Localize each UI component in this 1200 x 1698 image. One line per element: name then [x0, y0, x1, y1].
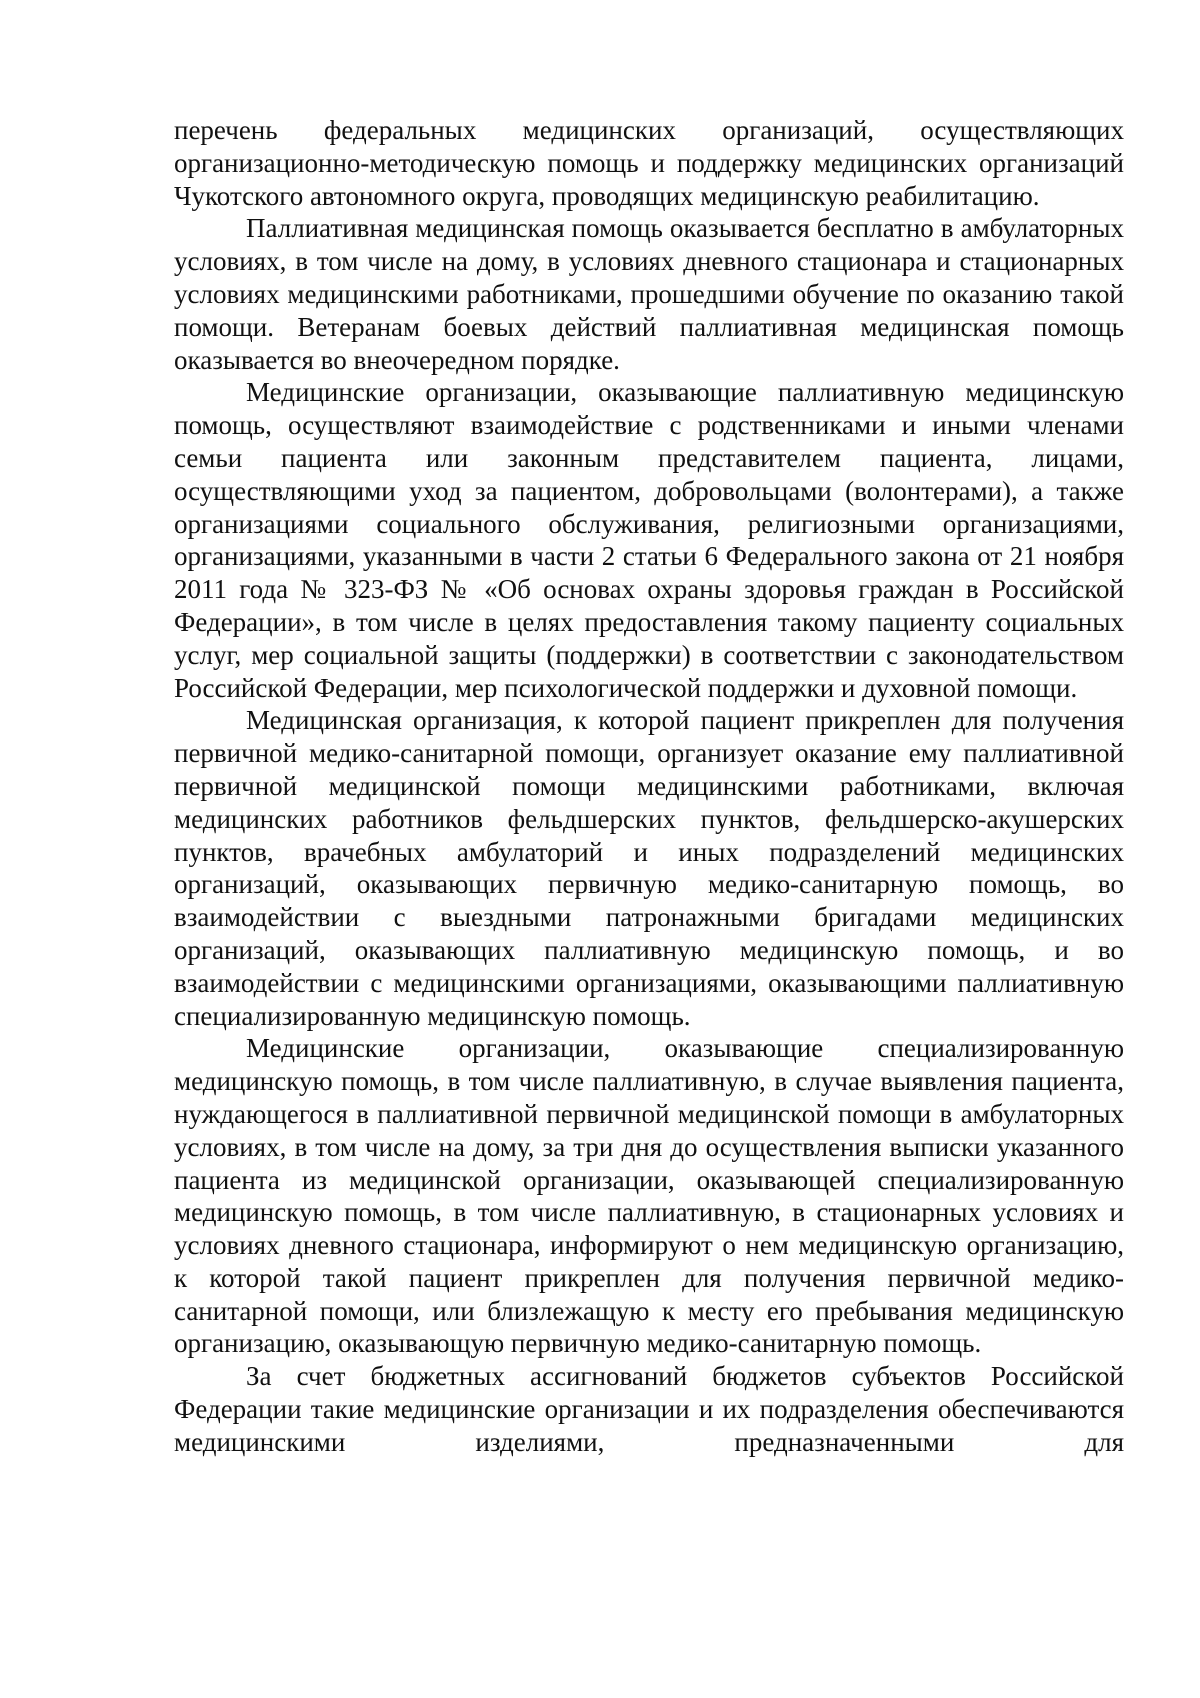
paragraph-specialized-care-notification: Медицинские организации, оказывающие специализированную медицинскую помощь, в том числе паллиативную, в случае выявления пациента, нуждающегося в паллиативной первичной медицинской помощи в амбулаторных условиях, в том числе на дому, за три дня до осуществления выписки указанного пациента из медицинской организации, оказывающей специализированную медицинскую помощь, в том числе паллиативную, в стационарных условиях и условиях дневного стационара, информируют о нем медицинскую организацию, к которой такой пациент прикреплен для получения первичной медико-санитарной помощи, или близлежащую к месту его пребывания медицинскую организацию, оказывающую первичную медико-санитарную помощь. [174, 1033, 1124, 1359]
paragraph-palliative-free-care: Паллиативная медицинская помощь оказывается бесплатно в амбулаторных условиях, в том числе на дому, в условиях дневного стационара и стационарных условиях медицинскими работниками, прошедшими обучение по оказанию такой помощи. Ветеранам боевых действий паллиативная медицинская помощь оказывается во внеочередном порядке. [174, 213, 1124, 375]
document-page [174, 114, 1124, 1459]
paragraph-budget-funding: За счет бюджетных ассигнований бюджетов субъектов Российской Федерации такие медицинские организации и их подразделения обеспечиваются медицинскими изделиями, предназначенными для [174, 1361, 1124, 1457]
paragraph-primary-care-organization: Медицинская организация, к которой пациент прикреплен для получения первичной медико-санитарной помощи, организует оказание ему паллиативной первичной медицинской помощи медицинскими работниками, включая медицинских работников фельдшерских пунктов, фельдшерско-акушерских пунктов, врачебных амбулаторий и иных подразделений медицинских организаций, оказывающих первичную медико-санитарную помощь, во взаимодействии с выездными патронажными бригадами медицинских организаций, оказывающих паллиативную медицинскую помощь, и во взаимодействии с медицинскими организациями, оказывающими паллиативную специализированную медицинскую помощь. [174, 705, 1124, 1031]
paragraph-organizations-interaction: Медицинские организации, оказывающие паллиативную медицинскую помощь, осуществляют взаимодействие с родственниками и иными членами семьи пациента или законным представителем пациента, лицами, осуществляющими уход за пациентом, добровольцами (волонтерами), а также организациями социального обслуживания, религиозными организациями, организациями, указанными в части 2 статьи 6 Федерального закона от 21 ноября 2011 года № 323-ФЗ № «Об основах охраны здоровья граждан в Российской Федерации», в том числе в целях предоставления такому пациенту социальных услуг, мер социальной защиты (поддержки) в соответствии с законодательством Российской Федерации, мер психологической поддержки и духовной помощи. [174, 377, 1124, 703]
paragraph-rehabilitation-list: перечень федеральных медицинских организаций, осуществляющих организационно-методическую помощь и поддержку медицинских организаций Чукотского автономного округа, проводящих медицинскую реабилитацию. [174, 115, 1124, 211]
